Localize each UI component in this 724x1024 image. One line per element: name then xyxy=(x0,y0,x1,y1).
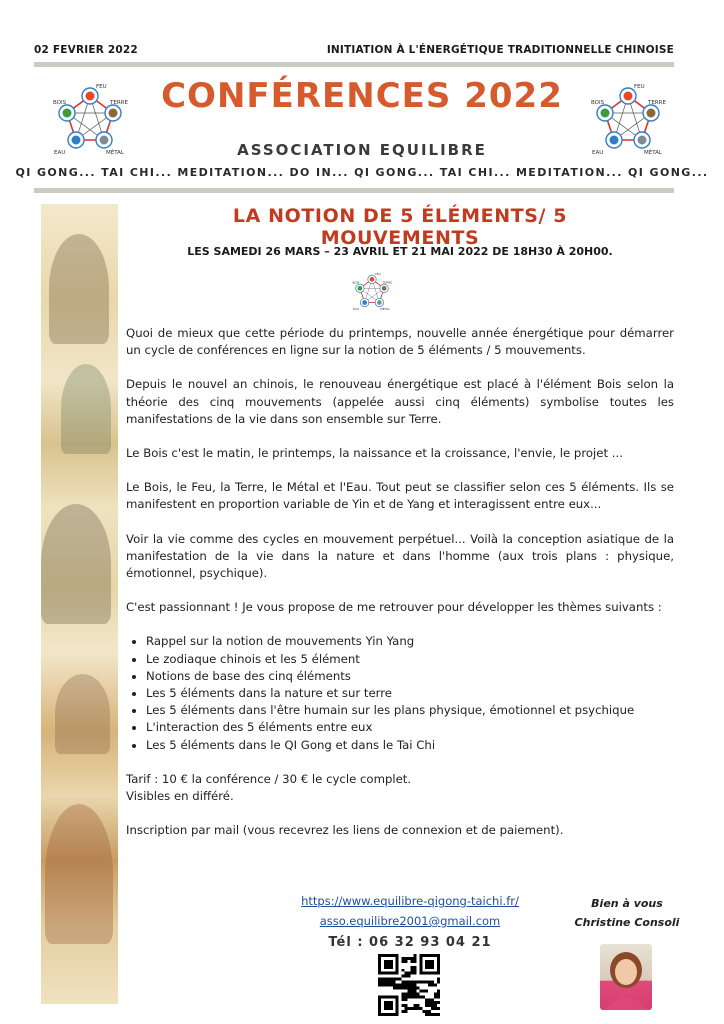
list-item: • Notions de base des cinq éléments xyxy=(146,668,674,685)
svg-text:FEU: FEU xyxy=(375,272,381,277)
header-subtitle: INITIATION À L'ÉNERGÉTIQUE TRADITIONNELLE CHINOISE xyxy=(326,44,674,56)
conference-dates: LES SAMEDI 26 MARS – 23 AVRIL ET 21 MAI 2022 DE 18H30 À 20H00. xyxy=(187,245,613,258)
list-item: • Rappel sur la notion de mouvements Yin Yang xyxy=(146,633,674,650)
svg-text:TERRE: TERRE xyxy=(382,280,392,285)
five-elements-logo-small xyxy=(352,272,392,312)
svg-text:EAU: EAU xyxy=(353,306,359,311)
signature-name: Christine Consoli xyxy=(574,916,680,929)
page-title: CONFÉRENCES 2022 xyxy=(161,76,563,116)
phone-number: Tél : 06 32 93 04 21 xyxy=(328,935,492,950)
paragraph-intro: Quoi de mieux que cette période du printemps, nouvelle année énergétique pour démarrer un cycle de conférences en ligne sur la notion de 5 éléments / 5 mouvements. xyxy=(126,326,674,358)
list-item: • Les 5 éléments dans l'être humain sur les plans physique, émotionnel et psychique xyxy=(146,702,674,719)
svg-text:BOIS: BOIS xyxy=(591,100,605,106)
tagline: QI GONG... TAI CHI... MEDITATION... DO IN... QI GONG... TAI CHI... MEDITATION... QI GONG... xyxy=(15,166,709,179)
svg-text:TERRE: TERRE xyxy=(110,100,128,106)
paragraph-wood: Le Bois c'est le matin, le printemps, la naissance et la croissance, l'envie, le projet ... xyxy=(126,446,623,461)
svg-text:TERRE: TERRE xyxy=(648,100,666,106)
email-link[interactable]: asso.equilibre2001@gmail.com xyxy=(319,914,501,928)
paragraph-new-year: Depuis le nouvel an chinois, le renouveau énergétique est placé à l'élément Bois selon la théorie des cinq mouvements (appelée aussi cinq éléments) symbolise toutes les manifestations de la vie dans son ensemble sur Terre. xyxy=(126,377,674,426)
list-item: • Les 5 éléments dans le QI Gong et dans le Tai Chi xyxy=(146,737,674,754)
body-text xyxy=(126,325,674,856)
top-divider xyxy=(34,62,674,67)
list-item: • Les 5 éléments dans la nature et sur terre xyxy=(146,685,674,702)
greeting: Bien à vous xyxy=(591,897,663,910)
pricing: Tarif : 10 € la conférence / 30 € le cycle complet. xyxy=(126,771,412,786)
svg-text:MÉTAL: MÉTAL xyxy=(380,306,390,311)
svg-text:EAU: EAU xyxy=(54,150,66,156)
qr-code[interactable] xyxy=(378,954,440,1016)
svg-text:FEU: FEU xyxy=(96,84,107,90)
chinese-scroll-painting xyxy=(41,204,118,1004)
svg-text:MÉTAL: MÉTAL xyxy=(644,150,662,156)
association-name: ASSOCIATION EQUILIBRE xyxy=(237,141,487,159)
paragraph-themes-intro: C'est passionnant ! Je vous propose de me retrouver pour développer les thèmes suivants : xyxy=(126,600,662,615)
header-date: 02 FEVRIER 2022 xyxy=(34,44,138,56)
themes-list xyxy=(126,633,674,753)
list-item: • Le zodiaque chinois et les 5 élément xyxy=(146,651,674,668)
svg-text:MÉTAL: MÉTAL xyxy=(106,150,124,156)
website-link[interactable]: https://www.equilibre-qigong-taichi.fr/ xyxy=(301,894,519,908)
paragraph-cycles: Voir la vie comme des cycles en mouvement perpétuel... Voilà la conception asiatique de la manifestation de la vie dans la nature et dans l'homme (aux trois plans : physique, émotionnel, psychique). xyxy=(126,531,674,581)
header-bottom-divider xyxy=(34,188,674,193)
paragraph-elements: Le Bois, le Feu, la Terre, le Métal et l'Eau. Tout peut se classifier selon ces 5 éléments. Ils se manifestent en proportion variable de Yin et de Yang et interagissent entre eux... xyxy=(126,480,674,512)
svg-text:BOIS: BOIS xyxy=(352,280,360,285)
replay-note: Visibles en différé. xyxy=(126,789,234,804)
svg-text:EAU: EAU xyxy=(592,150,604,156)
svg-text:BOIS: BOIS xyxy=(53,100,67,106)
svg-text:FEU: FEU xyxy=(634,84,645,90)
author-photo xyxy=(600,944,652,1010)
registration-note: Inscription par mail (vous recevrez les liens de connexion et de paiement). xyxy=(126,823,564,838)
section-title: LA NOTION DE 5 ÉLÉMENTS/ 5 MOUVEMENTS xyxy=(232,205,568,249)
list-item: • L'interaction des 5 éléments entre eux xyxy=(146,719,674,736)
